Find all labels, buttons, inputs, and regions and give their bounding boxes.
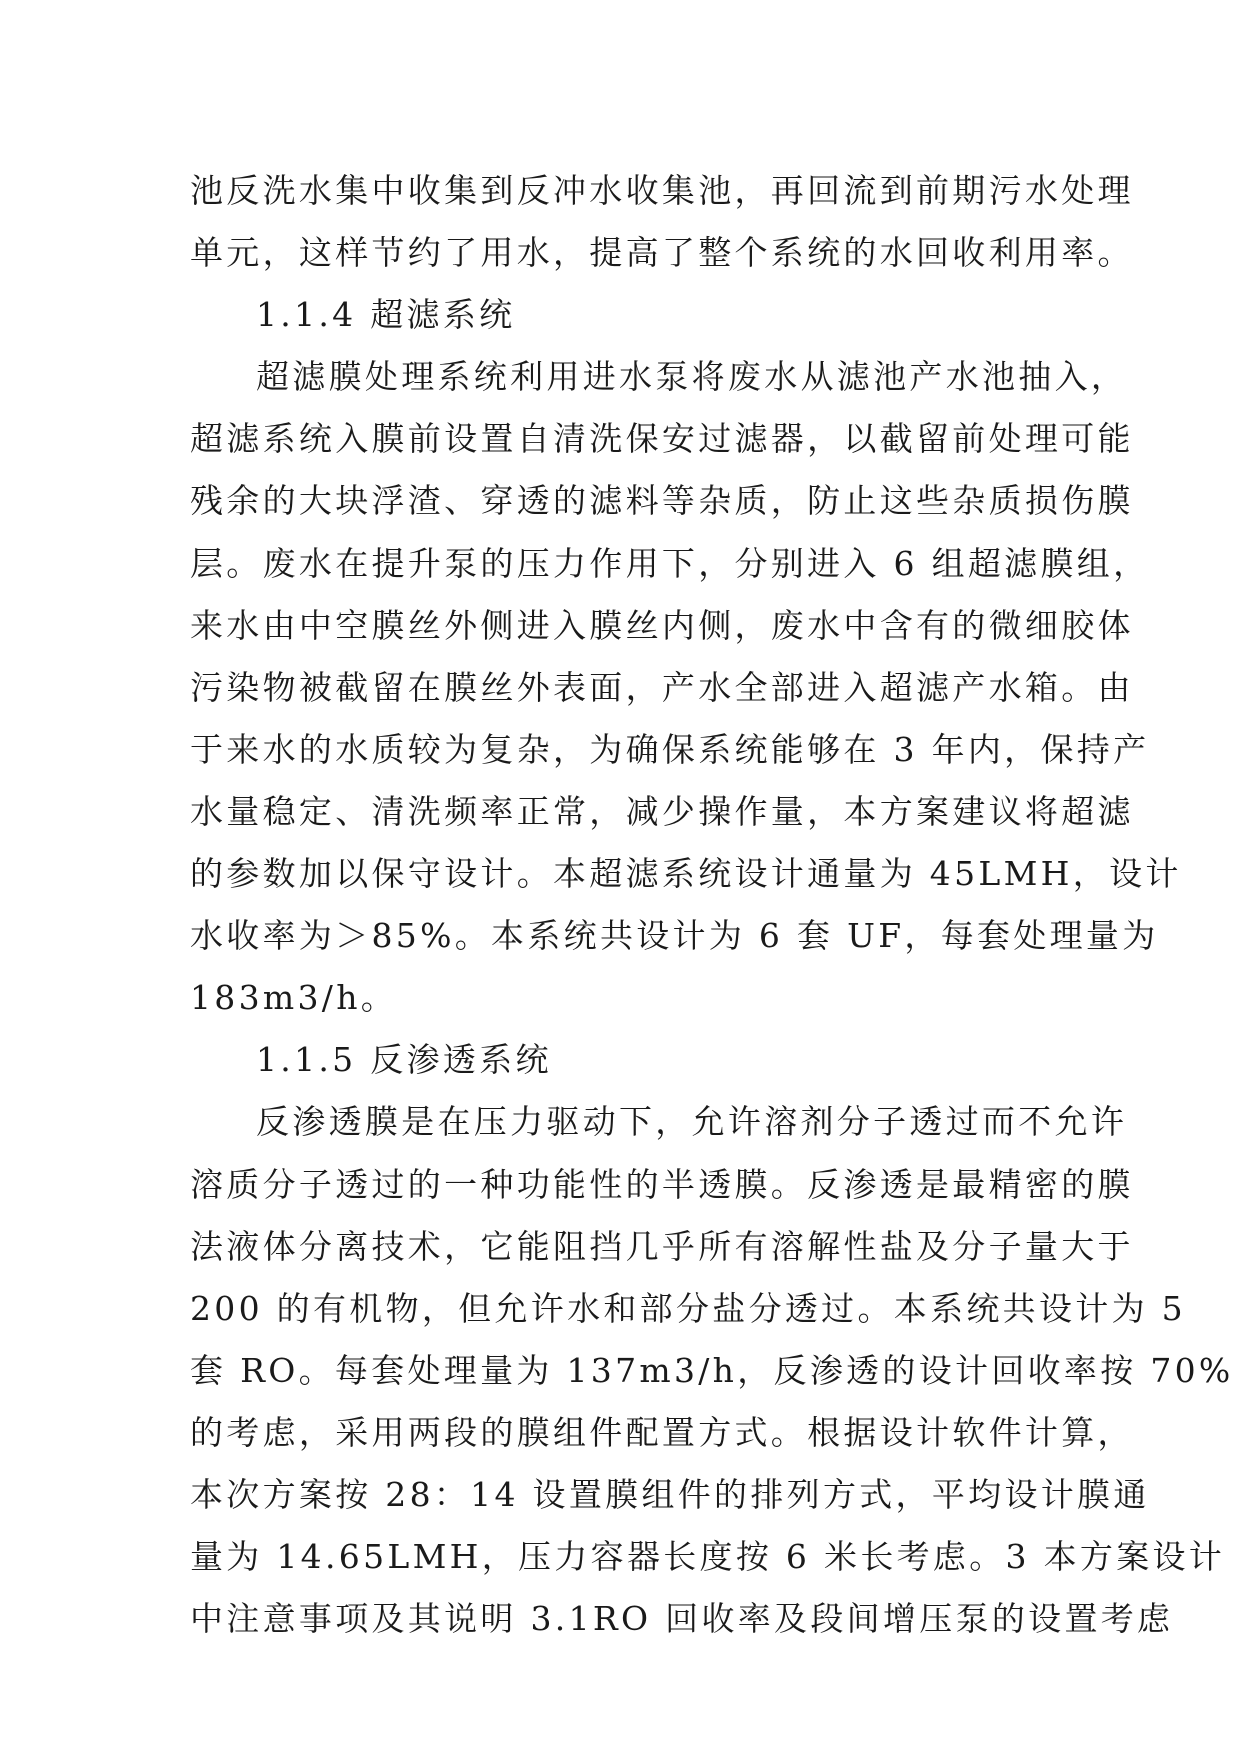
text-line: 层。废水在提升泵的压力作用下，分别进入 6 组超滤膜组， (190, 543, 1150, 583)
text-line: 水收率为＞85%。本系统共设计为 6 套 UF，每套处理量为 (190, 916, 1159, 956)
text-line: 的参数加以保守设计。本超滤系统设计通量为 45LMH，设计 (190, 854, 1182, 894)
text-line: 来水由中空膜丝外侧进入膜丝内侧，废水中含有的微细胶体 (190, 605, 1134, 645)
text-line: 水量稳定、清洗频率正常，减少操作量，本方案建议将超滤 (190, 791, 1134, 831)
text-line: 反渗透膜是在压力驱动下，允许溶剂分子透过而不允许 (256, 1102, 1128, 1142)
text-line: 套 RO。每套处理量为 137m3/h，反渗透的设计回收率按 70% (190, 1350, 1234, 1390)
text-line: 法液体分离技术，它能阻挡几乎所有溶解性盐及分子量大于 (190, 1226, 1134, 1266)
text-line: 单元，这样节约了用水，提高了整个系统的水回收利用率。 (190, 233, 1134, 273)
text-line: 1.1.4 超滤系统 (256, 295, 516, 335)
text-line: 污染物被截留在膜丝外表面，产水全部进入超滤产水箱。由 (190, 667, 1134, 707)
text-line: 溶质分子透过的一种功能性的半透膜。反渗透是最精密的膜 (190, 1164, 1134, 1204)
text-line: 残余的大块浮渣、穿透的滤料等杂质，防止这些杂质损伤膜 (190, 481, 1134, 521)
text-line: 1.1.5 反渗透系统 (256, 1040, 552, 1080)
document-body (190, 160, 1234, 1650)
text-line: 于来水的水质较为复杂，为确保系统能够在 3 年内，保持产 (190, 729, 1150, 769)
text-line: 超滤膜处理系统利用进水泵将废水从滤池产水池抽入， (256, 357, 1128, 397)
text-line: 200 的有机物，但允许水和部分盐分透过。本系统共设计为 5 (190, 1288, 1186, 1328)
text-line: 超滤系统入膜前设置自清洗保安过滤器，以截留前处理可能 (190, 419, 1134, 459)
text-line: 183m3/h。 (190, 978, 398, 1018)
text-line: 量为 14.65LMH，压力容器长度按 6 米长考虑。3 本方案设计 (190, 1537, 1226, 1577)
text-line: 的考虑，采用两段的膜组件配置方式。根据设计软件计算， (190, 1412, 1134, 1452)
text-line: 中注意事项及其说明 3.1RO 回收率及段间增压泵的设置考虑 (190, 1599, 1174, 1639)
text-line: 池反洗水集中收集到反冲水收集池，再回流到前期污水处理 (190, 171, 1134, 210)
text-line: 本次方案按 28：14 设置膜组件的排列方式，平均设计膜通 (190, 1474, 1150, 1514)
